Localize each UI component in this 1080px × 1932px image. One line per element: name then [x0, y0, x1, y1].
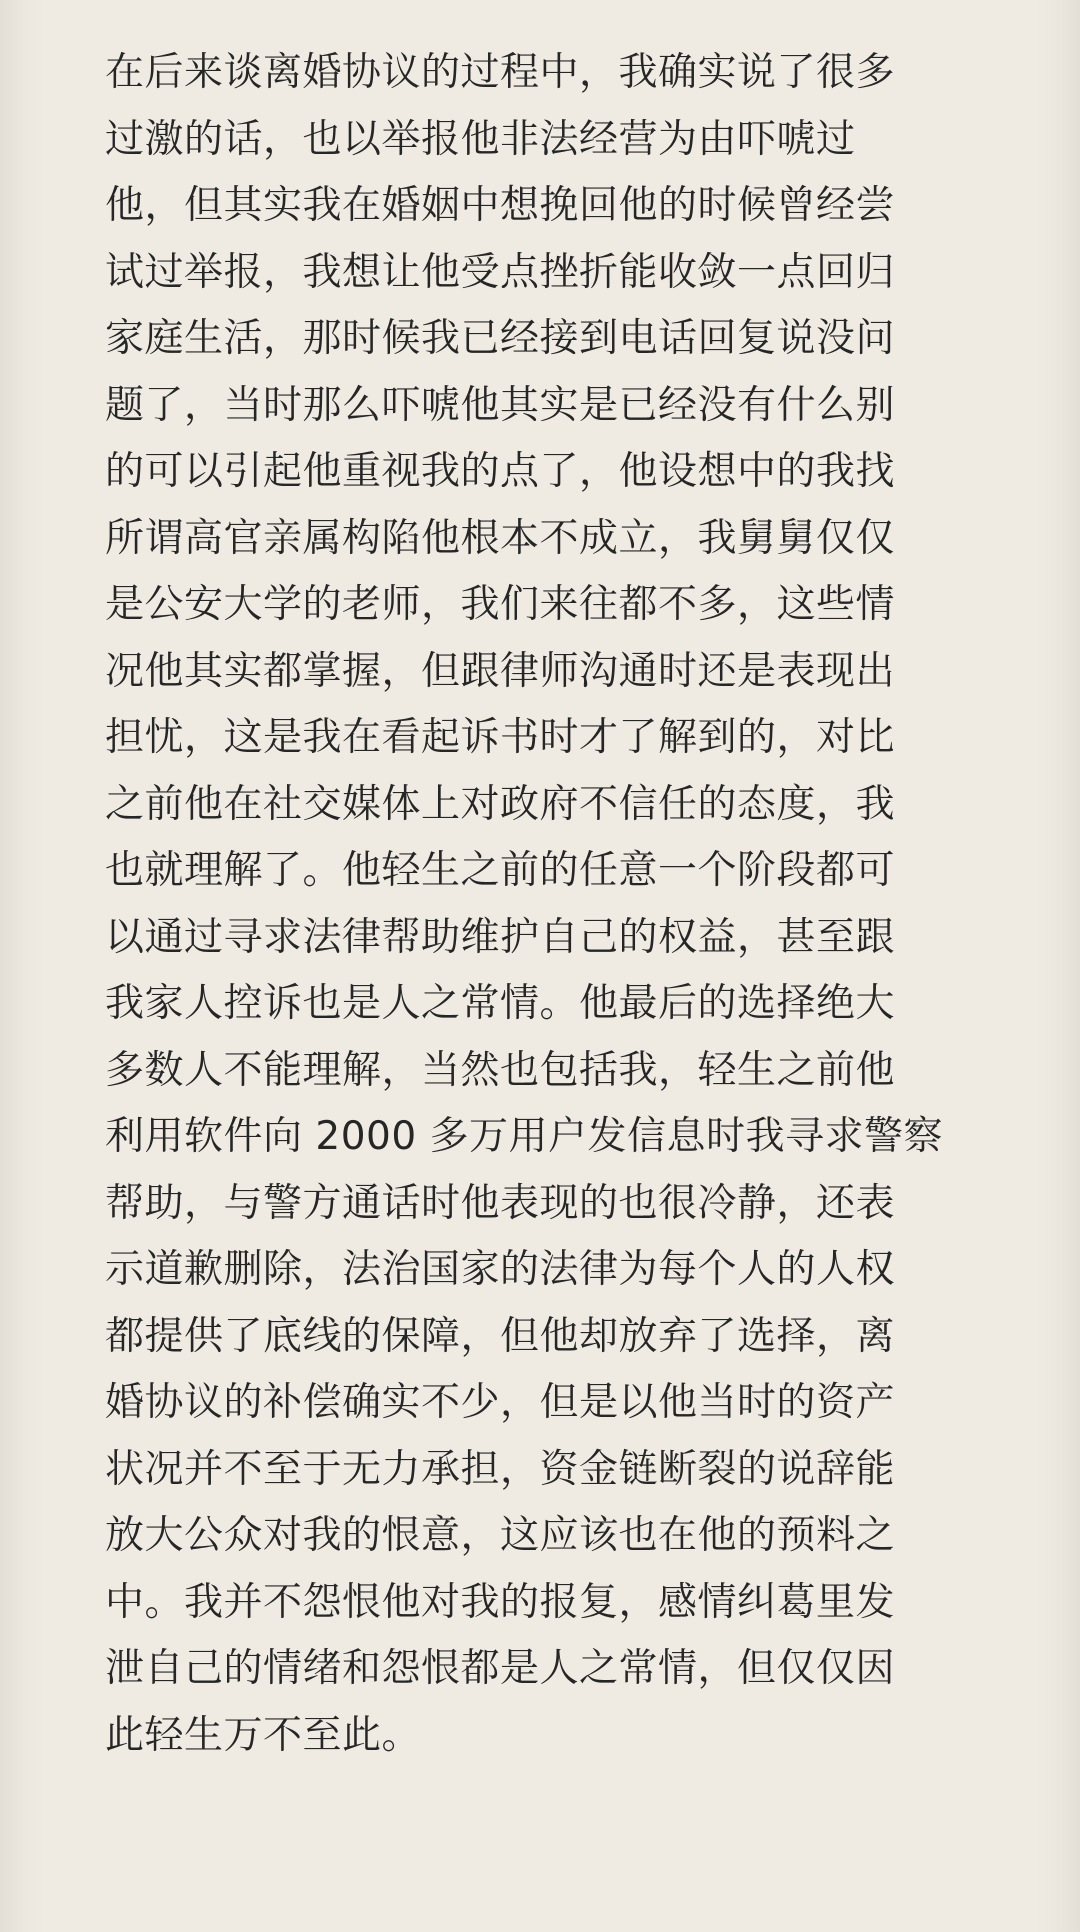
text-line: 利用软件向 2000 多万用户发信息时我寻求警察 — [105, 1114, 944, 1159]
text-line: 都提供了底线的保障，但他却放弃了选择，离 — [105, 1313, 896, 1359]
text-line: 中。我并不怨恨他对我的报复，感情纠葛里发 — [105, 1579, 896, 1625]
article-text — [105, 40, 1005, 1769]
text-line: 示道歉删除，法治国家的法律为每个人的人权 — [105, 1247, 896, 1292]
text-line: 的可以引起他重视我的点了，他设想中的我找 — [105, 449, 896, 494]
text-line: 在后来谈离婚协议的过程中，我确实说了很多 — [105, 50, 896, 95]
page-left-margin — [0, 0, 44, 1932]
text-line: 家庭生活，那时候我已经接到电话回复说没问 — [105, 316, 896, 361]
text-line: 也就理解了。他轻生之前的任意一个阶段都可 — [105, 848, 896, 893]
text-line: 所谓高官亲属构陷他根本不成立，我舅舅仅仅 — [105, 515, 896, 561]
text-line: 帮助，与警方通话时他表现的也很冷静，还表 — [105, 1180, 896, 1226]
text-line: 状况并不至于无力承担，资金链断裂的说辞能 — [105, 1446, 896, 1492]
text-line: 况他其实都掌握，但跟律师沟通时还是表现出 — [105, 648, 896, 694]
text-line: 婚协议的补偿确实不少，但是以他当时的资产 — [105, 1380, 896, 1425]
text-line: 之前他在社交媒体上对政府不信任的态度，我 — [105, 781, 896, 827]
page-right-margin — [1036, 0, 1080, 1932]
text-line: 担忧，这是我在看起诉书时才了解到的，对比 — [105, 715, 896, 760]
text-line: 泄自己的情绪和怨恨都是人之常情，但仅仅因 — [105, 1646, 896, 1691]
text-line: 他，但其实我在婚姻中想挽回他的时候曾经尝 — [105, 183, 896, 228]
text-line: 题了，当时那么吓唬他其实是已经没有什么别 — [105, 382, 896, 428]
text-line: 多数人不能理解，当然也包括我，轻生之前他 — [105, 1047, 896, 1093]
text-line: 过激的话，也以举报他非法经营为由吓唬过 — [105, 116, 856, 162]
text-line: 是公安大学的老师，我们来往都不多，这些情 — [105, 582, 896, 627]
text-line: 试过举报，我想让他受点挫折能收敛一点回归 — [105, 249, 896, 295]
text-line: 以通过寻求法律帮助维护自己的权益，甚至跟 — [105, 914, 896, 960]
text-line: 放大公众对我的恨意，这应该也在他的预料之 — [105, 1513, 896, 1558]
text-line: 此轻生万不至此。 — [105, 1712, 422, 1758]
text-line: 我家人控诉也是人之常情。他最后的选择绝大 — [105, 981, 896, 1026]
